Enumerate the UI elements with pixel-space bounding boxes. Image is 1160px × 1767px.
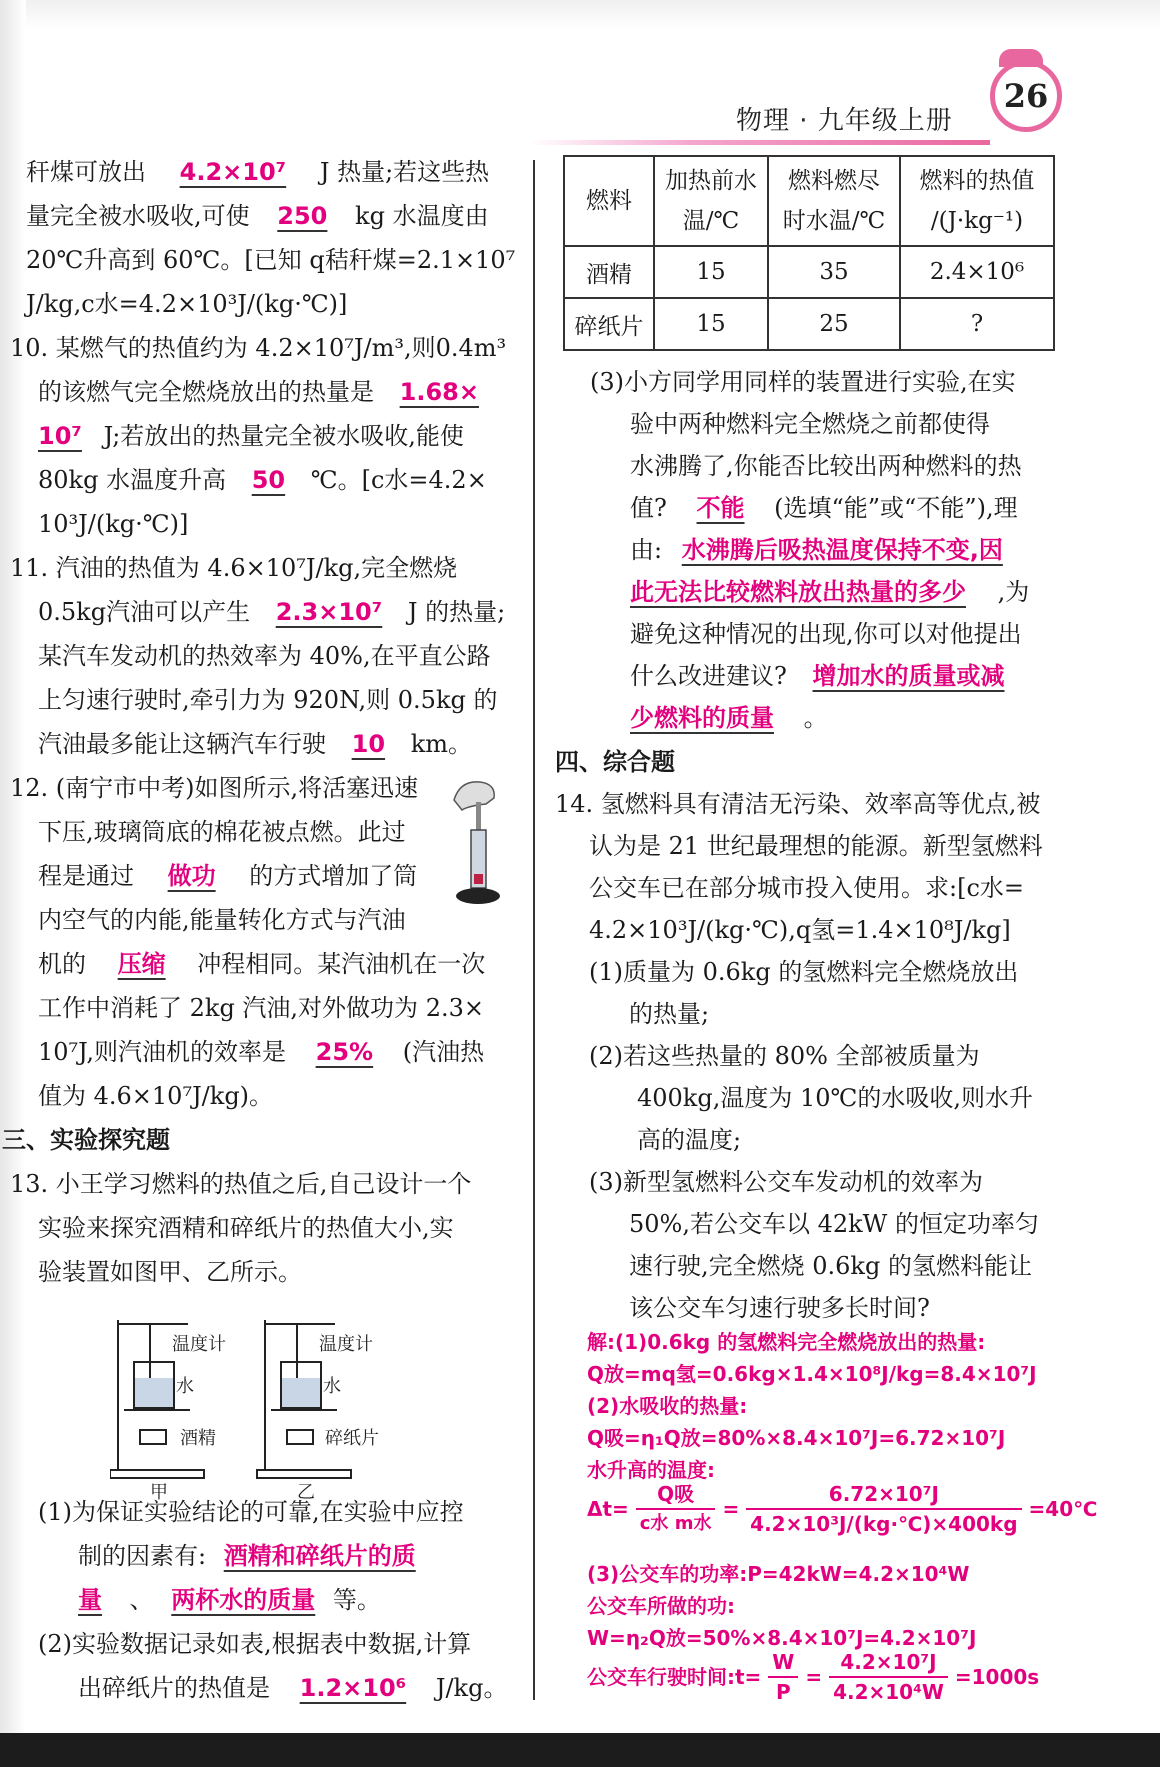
q14-line2: 认为是 21 世纪最理想的能源。新型氢燃料 [589,832,1043,860]
header-rule [530,140,990,145]
q13-p2-line1: (2)实验数据记录如表,根据表中数据,计算 [38,1630,472,1658]
q14-p2-line1: (2)若这些热量的 80% 全部被质量为 [589,1042,980,1070]
q13-p3-line3: 水沸腾了,你能否比较出两种燃料的热 [630,452,1022,480]
q14-p2-line3: 高的温度; [637,1126,742,1154]
q13-p2-line2: 出碎纸片的热值是 1.2×10⁶ J/kg。 [78,1674,508,1702]
label-jia: 甲 [150,1482,168,1500]
label-thermometer-jia: 温度计 [172,1334,226,1355]
answer: 2.3×10⁷ [275,598,383,626]
label-yi: 乙 [297,1482,315,1500]
book-title: 物理 · 九年级上册 [736,106,953,136]
page-number: 26 [1003,77,1049,115]
q11-line4: 上匀速行驶时,牵引力为 920N,则 0.5kg 的 [38,686,498,714]
solution-line4: Q吸=η₁Q放=80%×8.4×10⁷J=6.72×10⁷J [587,1426,1006,1450]
q13-line2: 实验来探究酒精和碎纸片的热值大小,实 [38,1214,454,1242]
apparatus-figure [110,1310,410,1500]
table-row [564,298,1054,350]
header-before: 加热前水 温/℃ [654,156,768,246]
answer: 4.2×10⁷ [179,158,287,186]
q11-line1: 11. 汽油的热值为 4.6×10⁷J/kg,完全燃烧 [10,554,458,582]
solution-line8: 公交车所做的功: [587,1594,735,1618]
column-divider [533,160,535,1700]
q12-line2: 下压,玻璃筒底的棉花被点燃。此过 [38,818,406,846]
data-table [563,155,1055,351]
answer: 50 [251,466,286,494]
table-row [564,246,1054,298]
q12-line7: 10⁷J,则汽油机的效率是 25% (汽油热 [38,1038,485,1066]
q14-p3-line2: 50%,若公交车以 42kW 的恒定功率匀 [629,1210,1039,1238]
q12-line4: 内空气的内能,能量转化方式与汽油 [38,906,406,934]
cell-value: ? [900,298,1054,350]
solution-line7: (3)公交车的功率:P=42kW=4.2×10⁴W [587,1562,970,1586]
q13-line3: 验装置如图甲、乙所示。 [38,1258,302,1286]
header-fuel: 燃料 [564,156,654,246]
header-after: 燃料燃尽 时水温/℃ [768,156,900,246]
answer: 量 [78,1586,102,1614]
cell-before: 15 [654,298,768,350]
answer: 两杯水的质量 [171,1586,316,1614]
answer: 此无法比较燃料放出热量的多少 [630,578,966,606]
bottom-bar [0,1733,1160,1767]
q10-line4: 80kg 水温度升高 50 ℃。[c水=4.2× [38,466,487,494]
left-shadow [0,0,26,1767]
q9-line2: 量完全被水吸收,可使 250 kg 水温度由 [26,202,489,230]
q14-p2-line2: 400kg,温度为 10℃的水吸收,则水升 [637,1084,1033,1112]
cell-fuel: 酒精 [564,246,654,298]
answer: 1.2×10⁶ [299,1674,407,1702]
q12-line5: 机的 压缩 冲程相同。某汽油机在一次 [38,950,486,978]
cell-value: 2.4×10⁶ [900,246,1054,298]
solution-fraction-t: 公交车行驶时间:t= $\frac{W}{P}$ = $\frac{\text{4.2×10⁷J}}{\text{4.2×10⁴W}}$ =1000s [587,1650,1040,1704]
answer: 做功 [167,862,216,890]
label-alcohol: 酒精 [180,1428,216,1449]
answer: 少燃料的质量 [630,704,774,732]
label-paper: 碎纸片 [325,1428,379,1449]
fire-piston-figure [446,770,516,910]
q14-line1: 14. 氢燃料具有清洁无污染、效率高等优点,被 [555,790,1041,818]
q13-p1-line1: (1)为保证实验结论的可靠,在实验中应控 [38,1498,464,1526]
label-water-jia: 水 [176,1376,194,1397]
q12-line8: 值为 4.6×10⁷J/kg)。 [38,1082,274,1110]
header-value: 燃料的热值 /(J·kg⁻¹) [900,156,1054,246]
label-water-yi: 水 [323,1376,341,1397]
answer: 250 [277,202,328,230]
top-shadow [0,0,1160,30]
q14-p3-line1: (3)新型氢燃料公交车发动机的效率为 [589,1168,983,1196]
q12-line3: 程是通过 做功 的方式增加了筒 [38,862,418,890]
q13-p1-line2: 制的因素有: 酒精和碎纸片的质 [78,1542,416,1570]
solution-line1: 解:(1)0.6kg 的氢燃料完全燃烧放出的热量: [587,1330,986,1354]
q13-p3-line9: 少燃料的质量 。 [630,704,828,732]
table-header-row [564,156,1054,246]
solution-line3: (2)水吸收的热量: [587,1394,748,1418]
q13-p3-line6: 此无法比较燃料放出热量的多少 ,为 [630,578,1030,606]
answer: 10 [351,730,386,758]
q14-p3-line4: 该公交车匀速行驶多长时间? [629,1294,930,1322]
q14-p3-line3: 速行驶,完全燃烧 0.6kg 的氢燃料能让 [629,1252,1032,1280]
q10-line3: 10⁷ J;若放出的热量完全被水吸收,能使 [38,422,464,450]
q14-p1-line1: (1)质量为 0.6kg 的氢燃料完全燃烧放出 [589,958,1019,986]
section-4-heading: 四、综合题 [555,748,675,776]
answer: 不能 [696,494,745,522]
solution-fraction-dt: Δt= Q吸 c水 m水 = $\frac{\text{6.72×10⁷J}}{\text{4.2×10³J/(kg·℃)×400kg}}$ =40℃ [587,1482,1098,1536]
section-3-heading: 三、实验探究题 [2,1126,170,1154]
q11-line2: 0.5kg汽油可以产生 2.3×10⁷ J 的热量; [38,598,506,626]
cell-fuel: 碎纸片 [564,298,654,350]
q10-line5: 10³J/(kg·℃)] [38,510,189,538]
label-thermometer-yi: 温度计 [319,1334,373,1355]
cell-before: 15 [654,246,768,298]
badge-flag [999,49,1043,67]
q13-p3-line8: 什么改进建议? 增加水的质量或减 [630,662,1005,690]
q10-line2: 的该燃气完全燃烧放出的热量是 1.68× [38,378,479,406]
solution-line5: 水升高的温度: [587,1458,715,1482]
answer: 25% [315,1038,374,1066]
solution-line9: W=η₂Q放=50%×8.4×10⁷J=4.2×10⁷J [587,1626,977,1650]
q13-p3-line4: 值? 不能 (选填“能”或“不能”),理 [630,494,1018,522]
q13-p3-line5: 由: 水沸腾后吸热温度保持不变,因 [630,536,1003,564]
answer: 10⁷ [38,422,82,450]
page-number-badge [990,60,1062,132]
answer: 水沸腾后吸热温度保持不变,因 [681,536,1003,564]
q13-p1-line3: 量 、 两杯水的质量 等。 [78,1586,381,1614]
q11-line5: 汽油最多能让这辆汽车行驶 10 km。 [38,730,472,758]
q13-p3-line2: 验中两种燃料完全燃烧之前都使得 [630,410,990,438]
q9-line1: 秆煤可放出 4.2×10⁷ J 热量;若这些热 [26,158,490,186]
q13-p3-line7: 避免这种情况的出现,你可以对他提出 [630,620,1022,648]
q11-line3: 某汽车发动机的热效率为 40%,在平直公路 [38,642,491,670]
q14-p1-line2: 的热量; [629,1000,710,1028]
q14-line4: 4.2×10³J/(kg·℃),q氢=1.4×10⁸J/kg] [589,916,1011,944]
q13-line1: 13. 小王学习燃料的热值之后,自己设计一个 [10,1170,472,1198]
answer: 压缩 [117,950,166,978]
q9-line4: J/kg,c水=4.2×10³J/(kg·℃)] [26,290,348,318]
cell-after: 25 [768,298,900,350]
cell-after: 35 [768,246,900,298]
q12-line1: 12. (南宁市中考)如图所示,将活塞迅速 [10,774,419,802]
q12-line6: 工作中消耗了 2kg 汽油,对外做功为 2.3× [38,994,484,1022]
q13-p3-line1: (3)小方同学用同样的装置进行实验,在实 [590,368,1016,396]
answer: 1.68× [399,378,479,406]
q10-line1: 10. 某燃气的热值约为 4.2×10⁷J/m³,则0.4m³ [10,334,507,362]
solution-line2: Q放=mq氢=0.6kg×1.4×10⁸J/kg=8.4×10⁷J [587,1362,1037,1386]
q9-line3: 20℃升高到 60℃。[已知 q秸秆煤=2.1×10⁷ [26,246,516,274]
answer: 酒精和碎纸片的质 [223,1542,416,1570]
q14-line3: 公交车已在部分城市投入使用。求:[c水= [589,874,1024,902]
answer: 增加水的质量或减 [812,662,1005,690]
